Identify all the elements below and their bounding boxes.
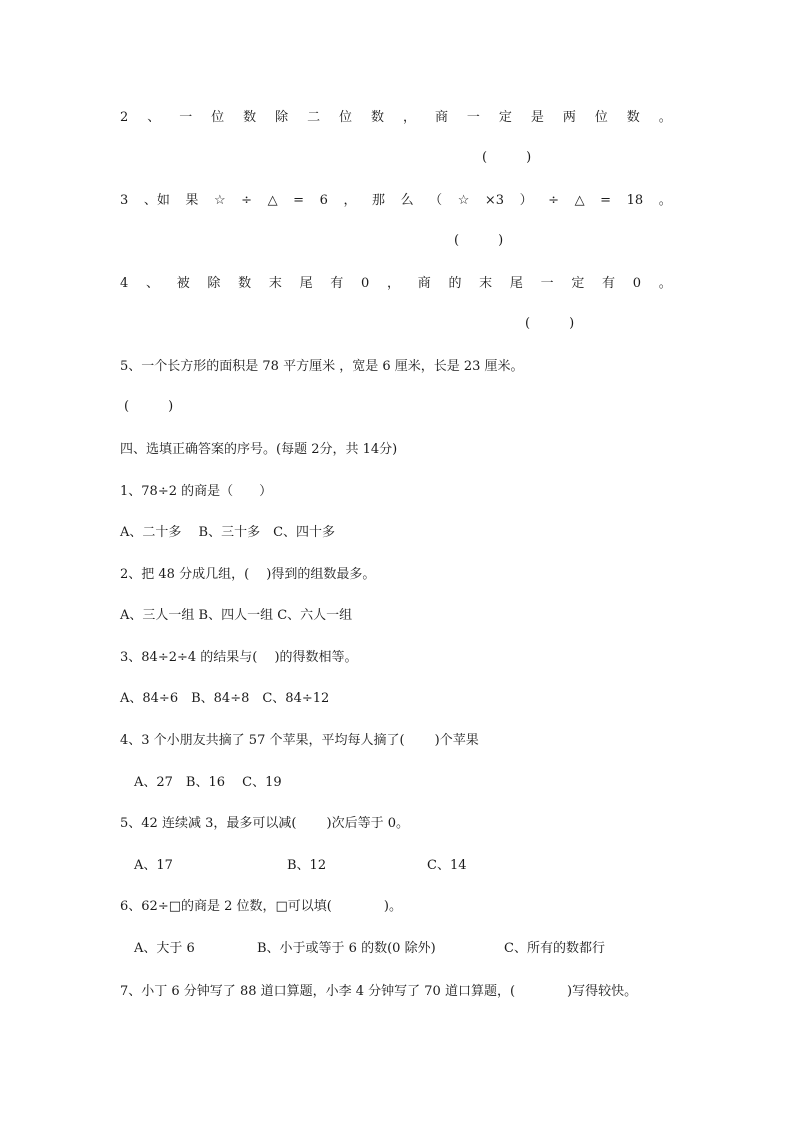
mc-q6-option-a: A、大于 6	[134, 941, 195, 956]
judge-q4-token: 、	[145, 276, 159, 291]
judge-q3-token: ☆	[213, 193, 226, 208]
judge-q5-statement: 5、一个长方形的面积是 78 平方厘米 ，宽是 6 厘米，长是 23 厘米。	[120, 359, 524, 374]
judge-q2-token: 2	[120, 110, 129, 125]
judge-q3-token: 6	[319, 193, 328, 208]
judge-q3-token: =	[600, 193, 612, 208]
judge-q4-token: 尾	[299, 276, 313, 291]
judge-q4-token: 4	[120, 276, 129, 291]
judge-q3-token: ，	[343, 193, 357, 208]
judge-q4-token: 除	[207, 276, 221, 291]
judge-q2-token: 数	[243, 110, 257, 125]
judge-q3-token: ）	[519, 193, 533, 208]
judge-q2-statement	[120, 109, 672, 127]
judge-q4-token: ，	[387, 276, 401, 291]
judge-q4-token: 0	[632, 276, 642, 291]
mc-q5-option-c: C、14	[427, 858, 467, 873]
judge-q2-answer-blank[interactable]: ( )	[482, 150, 532, 165]
mc-q3-question: 3、84÷2÷4 的结果与( )的得数相等。	[120, 650, 358, 665]
judge-q3-token: 18	[626, 193, 644, 208]
judge-q2-token: 一	[179, 110, 193, 125]
mc-q6-option-c: C、所有的数都行	[504, 941, 605, 956]
judge-q4-token: 有	[330, 276, 344, 291]
judge-q4-token: 。	[658, 276, 672, 291]
judge-q2-token: ，	[402, 110, 416, 125]
judge-q2-token: 位	[211, 110, 225, 125]
mc-q1-options: A、二十多 B、三十多 C、四十多	[120, 525, 336, 540]
mc-q6-question: 6、62÷□的商是 2 位数，□可以填( )。	[120, 899, 402, 914]
judge-q3-token: 那	[372, 193, 386, 208]
judge-q5-answer-blank[interactable]: ( )	[124, 399, 174, 414]
judge-q3-token: △	[267, 193, 278, 208]
judge-q4-token: 商	[417, 276, 431, 291]
judge-q3-token: ÷	[548, 193, 560, 208]
judge-q4-token: 被	[176, 276, 190, 291]
mc-q2-question: 2、把 48 分成几组，( )得到的组数最多。	[120, 567, 376, 582]
judge-q3-token: 。	[658, 193, 672, 208]
mc-q2-options: A、三人一组 B、四人一组 C、六人一组	[120, 608, 353, 623]
judge-q2-token: 商	[434, 110, 448, 125]
judge-q2-token: 、	[147, 110, 161, 125]
judge-q2-token: 一	[466, 110, 480, 125]
judge-q3-answer-blank[interactable]: ( )	[454, 233, 504, 248]
judge-q4-token: 定	[571, 276, 585, 291]
judge-q3-token: 果	[185, 193, 199, 208]
judge-q2-token: 位	[594, 110, 608, 125]
judge-q4-token: 的	[448, 276, 462, 291]
judge-q2-token: 除	[275, 110, 289, 125]
judge-q2-token: 两	[562, 110, 576, 125]
judge-q3-token: ÷	[241, 193, 253, 208]
judge-q2-token: 数	[371, 110, 385, 125]
judge-q4-token: 一	[540, 276, 554, 291]
judge-q4-token: 0	[361, 276, 370, 291]
judge-q3-token: =	[293, 193, 305, 208]
judge-q3-token: 3	[120, 193, 129, 208]
judge-q3-token: 、如	[143, 193, 170, 208]
mc-q4-question: 4、3 个小朋友共摘了 57 个苹果，平均每人摘了( )个苹果	[120, 733, 479, 748]
judge-q4-token: 有	[602, 276, 616, 291]
judge-q3-token: ☆	[457, 193, 470, 208]
judge-q2-token: 二	[307, 110, 321, 125]
mc-q6-option-b: B、小于或等于 6 的数(0 除外)	[257, 941, 436, 956]
section-heading: 四、选填正确答案的序号。(每题 2分，共 14分)	[120, 442, 398, 457]
judge-q2-token: 是	[530, 110, 544, 125]
judge-q3-token: （	[429, 193, 443, 208]
mc-q5-option-a: A、17	[134, 858, 173, 873]
judge-q3-statement	[120, 192, 672, 210]
mc-q5-question: 5、42 连续减 3，最多可以减( )次后等于 0。	[120, 816, 410, 831]
judge-q4-token: 末	[268, 276, 282, 291]
judge-q4-token: 末	[479, 276, 493, 291]
mc-q5-option-b: B、12	[287, 858, 327, 873]
judge-q3-token: 么	[400, 193, 414, 208]
mc-q1-question: 1、78÷2 的商是（ ）	[120, 484, 273, 499]
judge-q3-token: ×3	[484, 193, 505, 208]
judge-q4-answer-blank[interactable]: ( )	[525, 316, 575, 331]
judge-q2-token: 定	[498, 110, 512, 125]
judge-q4-statement	[120, 275, 672, 293]
mc-q4-options: A、27 B、16 C、19	[134, 775, 282, 790]
judge-q3-token: △	[574, 193, 585, 208]
judge-q2-token: 位	[339, 110, 353, 125]
judge-q2-token: 数	[626, 110, 640, 125]
mc-q7-question: 7、小丁 6 分钟写了 88 道口算题，小李 4 分钟写了 70 道口算题，( )写得较快。	[120, 984, 638, 999]
judge-q4-token: 尾	[509, 276, 523, 291]
mc-q3-options: A、84÷6 B、84÷8 C、84÷12	[120, 691, 330, 706]
judge-q2-token: 。	[658, 110, 672, 125]
judge-q4-token: 数	[238, 276, 252, 291]
